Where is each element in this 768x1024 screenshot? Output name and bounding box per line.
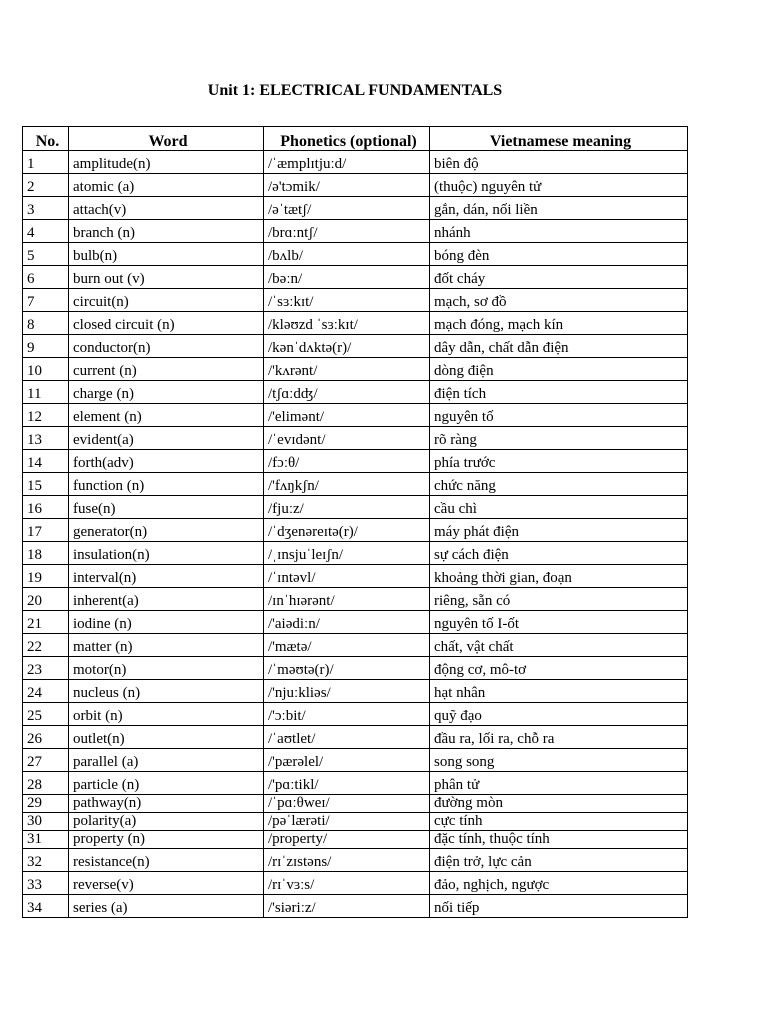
cell-word: resistance(n) bbox=[69, 849, 264, 872]
cell-word: closed circuit (n) bbox=[69, 312, 264, 335]
cell-word: amplitude(n) bbox=[69, 151, 264, 174]
cell-word: polarity(a) bbox=[69, 813, 264, 831]
cell-no: 26 bbox=[23, 726, 69, 749]
cell-phonetics: /rɪˈvɜːs/ bbox=[264, 872, 430, 895]
cell-meaning: mạch, sơ đồ bbox=[430, 289, 688, 312]
cell-phonetics: /brɑːntʃ/ bbox=[264, 220, 430, 243]
table-row bbox=[23, 197, 688, 220]
cell-word: property (n) bbox=[69, 831, 264, 849]
header-vietnamese-meaning: Vietnamese meaning bbox=[430, 127, 688, 151]
cell-no: 21 bbox=[23, 611, 69, 634]
cell-no: 29 bbox=[23, 795, 69, 813]
cell-no: 33 bbox=[23, 872, 69, 895]
cell-no: 10 bbox=[23, 358, 69, 381]
table-row bbox=[23, 657, 688, 680]
cell-phonetics: /'mætə/ bbox=[264, 634, 430, 657]
table-row bbox=[23, 381, 688, 404]
cell-no: 9 bbox=[23, 335, 69, 358]
cell-meaning: dây dẫn, chất dẫn điện bbox=[430, 335, 688, 358]
cell-word: evident(a) bbox=[69, 427, 264, 450]
cell-phonetics: /ˈməʊtə(r)/ bbox=[264, 657, 430, 680]
cell-word: series (a) bbox=[69, 895, 264, 918]
header-phonetics: Phonetics (optional) bbox=[264, 127, 430, 151]
cell-no: 13 bbox=[23, 427, 69, 450]
cell-no: 22 bbox=[23, 634, 69, 657]
table-row bbox=[23, 404, 688, 427]
cell-word: element (n) bbox=[69, 404, 264, 427]
table-header-row bbox=[23, 127, 688, 151]
cell-meaning: (thuộc) nguyên tử bbox=[430, 174, 688, 197]
cell-phonetics: /property/ bbox=[264, 831, 430, 849]
cell-word: orbit (n) bbox=[69, 703, 264, 726]
table-row bbox=[23, 680, 688, 703]
cell-meaning: quỹ đạo bbox=[430, 703, 688, 726]
cell-phonetics: /ˈevɪdənt/ bbox=[264, 427, 430, 450]
cell-meaning: phân tử bbox=[430, 772, 688, 795]
cell-meaning: đặc tính, thuộc tính bbox=[430, 831, 688, 849]
cell-meaning: đốt cháy bbox=[430, 266, 688, 289]
cell-word: insulation(n) bbox=[69, 542, 264, 565]
cell-meaning: gắn, dán, nối liền bbox=[430, 197, 688, 220]
cell-no: 19 bbox=[23, 565, 69, 588]
cell-phonetics: /ˌɪnsjuˈleɪʃn/ bbox=[264, 542, 430, 565]
cell-phonetics: /əˈtætʃ/ bbox=[264, 197, 430, 220]
cell-no: 11 bbox=[23, 381, 69, 404]
cell-meaning: động cơ, mô-tơ bbox=[430, 657, 688, 680]
cell-phonetics: /'ɔːbit/ bbox=[264, 703, 430, 726]
cell-phonetics: /ˈæmplɪtjuːd/ bbox=[264, 151, 430, 174]
cell-no: 4 bbox=[23, 220, 69, 243]
cell-word: bulb(n) bbox=[69, 243, 264, 266]
vocabulary-table bbox=[22, 126, 688, 918]
cell-meaning: đầu ra, lối ra, chỗ ra bbox=[430, 726, 688, 749]
cell-word: motor(n) bbox=[69, 657, 264, 680]
table-body bbox=[23, 151, 688, 918]
cell-phonetics: /rɪˈzɪstəns/ bbox=[264, 849, 430, 872]
cell-no: 31 bbox=[23, 831, 69, 849]
cell-no: 6 bbox=[23, 266, 69, 289]
cell-no: 5 bbox=[23, 243, 69, 266]
table-row bbox=[23, 358, 688, 381]
table-row bbox=[23, 312, 688, 335]
cell-no: 2 bbox=[23, 174, 69, 197]
cell-word: forth(adv) bbox=[69, 450, 264, 473]
cell-phonetics: /pəˈlærəti/ bbox=[264, 813, 430, 831]
table-row bbox=[23, 872, 688, 895]
cell-meaning: nguyên tố bbox=[430, 404, 688, 427]
cell-word: generator(n) bbox=[69, 519, 264, 542]
cell-meaning: chất, vật chất bbox=[430, 634, 688, 657]
cell-meaning: biên độ bbox=[430, 151, 688, 174]
cell-phonetics: /ə'tɔmik/ bbox=[264, 174, 430, 197]
cell-word: matter (n) bbox=[69, 634, 264, 657]
cell-no: 1 bbox=[23, 151, 69, 174]
cell-meaning: chức năng bbox=[430, 473, 688, 496]
table-row bbox=[23, 496, 688, 519]
cell-meaning: khoảng thời gian, đoạn bbox=[430, 565, 688, 588]
cell-no: 12 bbox=[23, 404, 69, 427]
cell-word: particle (n) bbox=[69, 772, 264, 795]
table-row bbox=[23, 565, 688, 588]
cell-meaning: phía trước bbox=[430, 450, 688, 473]
cell-word: outlet(n) bbox=[69, 726, 264, 749]
cell-meaning: hạt nhân bbox=[430, 680, 688, 703]
cell-word: fuse(n) bbox=[69, 496, 264, 519]
table-row bbox=[23, 795, 688, 813]
cell-meaning: cực tính bbox=[430, 813, 688, 831]
table-row bbox=[23, 634, 688, 657]
cell-meaning: sự cách điện bbox=[430, 542, 688, 565]
table-row bbox=[23, 243, 688, 266]
cell-meaning: nguyên tố I-ốt bbox=[430, 611, 688, 634]
cell-phonetics: /kləʊzd ˈsɜːkɪt/ bbox=[264, 312, 430, 335]
cell-meaning: nối tiếp bbox=[430, 895, 688, 918]
cell-meaning: dòng điện bbox=[430, 358, 688, 381]
cell-meaning: nhánh bbox=[430, 220, 688, 243]
cell-word: iodine (n) bbox=[69, 611, 264, 634]
cell-word: branch (n) bbox=[69, 220, 264, 243]
cell-word: function (n) bbox=[69, 473, 264, 496]
cell-no: 3 bbox=[23, 197, 69, 220]
table-row bbox=[23, 519, 688, 542]
table-row bbox=[23, 427, 688, 450]
cell-word: nucleus (n) bbox=[69, 680, 264, 703]
table-row bbox=[23, 813, 688, 831]
table-row bbox=[23, 849, 688, 872]
cell-word: conductor(n) bbox=[69, 335, 264, 358]
cell-phonetics: /'fʌŋkʃn/ bbox=[264, 473, 430, 496]
cell-phonetics: /fjuːz/ bbox=[264, 496, 430, 519]
cell-no: 20 bbox=[23, 588, 69, 611]
table-row bbox=[23, 611, 688, 634]
cell-phonetics: /ˈɪntəvl/ bbox=[264, 565, 430, 588]
table-row bbox=[23, 289, 688, 312]
cell-word: interval(n) bbox=[69, 565, 264, 588]
cell-phonetics: /'aiədiːn/ bbox=[264, 611, 430, 634]
cell-phonetics: /'pærəlel/ bbox=[264, 749, 430, 772]
table-row bbox=[23, 220, 688, 243]
cell-no: 30 bbox=[23, 813, 69, 831]
cell-no: 23 bbox=[23, 657, 69, 680]
cell-phonetics: /'siəriːz/ bbox=[264, 895, 430, 918]
page-title: Unit 1: ELECTRICAL FUNDAMENTALS bbox=[207, 82, 503, 99]
cell-phonetics: /tʃɑːdʤ/ bbox=[264, 381, 430, 404]
cell-meaning: mạch đóng, mạch kín bbox=[430, 312, 688, 335]
cell-word: reverse(v) bbox=[69, 872, 264, 895]
cell-no: 8 bbox=[23, 312, 69, 335]
table-row bbox=[23, 772, 688, 795]
cell-meaning: máy phát điện bbox=[430, 519, 688, 542]
table-row bbox=[23, 151, 688, 174]
cell-no: 17 bbox=[23, 519, 69, 542]
cell-word: inherent(a) bbox=[69, 588, 264, 611]
table-row bbox=[23, 703, 688, 726]
header-word: Word bbox=[69, 127, 264, 151]
cell-meaning: rõ ràng bbox=[430, 427, 688, 450]
cell-phonetics: /ˈdʒenəreɪtə(r)/ bbox=[264, 519, 430, 542]
cell-word: charge (n) bbox=[69, 381, 264, 404]
cell-no: 25 bbox=[23, 703, 69, 726]
cell-word: atomic (a) bbox=[69, 174, 264, 197]
cell-meaning: bóng đèn bbox=[430, 243, 688, 266]
cell-phonetics: /ˈaʊtlet/ bbox=[264, 726, 430, 749]
table-row bbox=[23, 749, 688, 772]
cell-meaning: đường mòn bbox=[430, 795, 688, 813]
table-row bbox=[23, 588, 688, 611]
table-row bbox=[23, 473, 688, 496]
cell-no: 14 bbox=[23, 450, 69, 473]
cell-phonetics: /'elimənt/ bbox=[264, 404, 430, 427]
cell-word: current (n) bbox=[69, 358, 264, 381]
cell-meaning: riêng, sẵn có bbox=[430, 588, 688, 611]
cell-meaning: cầu chì bbox=[430, 496, 688, 519]
cell-word: parallel (a) bbox=[69, 749, 264, 772]
table-row bbox=[23, 726, 688, 749]
cell-no: 24 bbox=[23, 680, 69, 703]
cell-no: 27 bbox=[23, 749, 69, 772]
cell-no: 28 bbox=[23, 772, 69, 795]
cell-no: 15 bbox=[23, 473, 69, 496]
cell-meaning: đảo, nghịch, ngược bbox=[430, 872, 688, 895]
cell-phonetics: /fɔːθ/ bbox=[264, 450, 430, 473]
cell-word: pathway(n) bbox=[69, 795, 264, 813]
cell-phonetics: /ˈpɑːθweɪ/ bbox=[264, 795, 430, 813]
cell-word: circuit(n) bbox=[69, 289, 264, 312]
cell-no: 18 bbox=[23, 542, 69, 565]
table-row bbox=[23, 266, 688, 289]
cell-no: 32 bbox=[23, 849, 69, 872]
cell-meaning: song song bbox=[430, 749, 688, 772]
cell-phonetics: /'njuːkliəs/ bbox=[264, 680, 430, 703]
table-row bbox=[23, 895, 688, 918]
cell-no: 16 bbox=[23, 496, 69, 519]
cell-word: attach(v) bbox=[69, 197, 264, 220]
cell-phonetics: /bəːn/ bbox=[264, 266, 430, 289]
table-row bbox=[23, 335, 688, 358]
header-no: No. bbox=[23, 127, 69, 151]
cell-phonetics: /kənˈdʌktə(r)/ bbox=[264, 335, 430, 358]
cell-phonetics: /bʌlb/ bbox=[264, 243, 430, 266]
table-row bbox=[23, 174, 688, 197]
cell-no: 34 bbox=[23, 895, 69, 918]
cell-meaning: điện trở, lực cản bbox=[430, 849, 688, 872]
table-row bbox=[23, 831, 688, 849]
table-row bbox=[23, 542, 688, 565]
cell-phonetics: /'kʌrənt/ bbox=[264, 358, 430, 381]
cell-phonetics: /ɪnˈhɪərənt/ bbox=[264, 588, 430, 611]
cell-phonetics: /'pɑːtikl/ bbox=[264, 772, 430, 795]
cell-phonetics: /ˈsɜːkɪt/ bbox=[264, 289, 430, 312]
cell-word: burn out (v) bbox=[69, 266, 264, 289]
cell-no: 7 bbox=[23, 289, 69, 312]
cell-meaning: điện tích bbox=[430, 381, 688, 404]
table-row bbox=[23, 450, 688, 473]
